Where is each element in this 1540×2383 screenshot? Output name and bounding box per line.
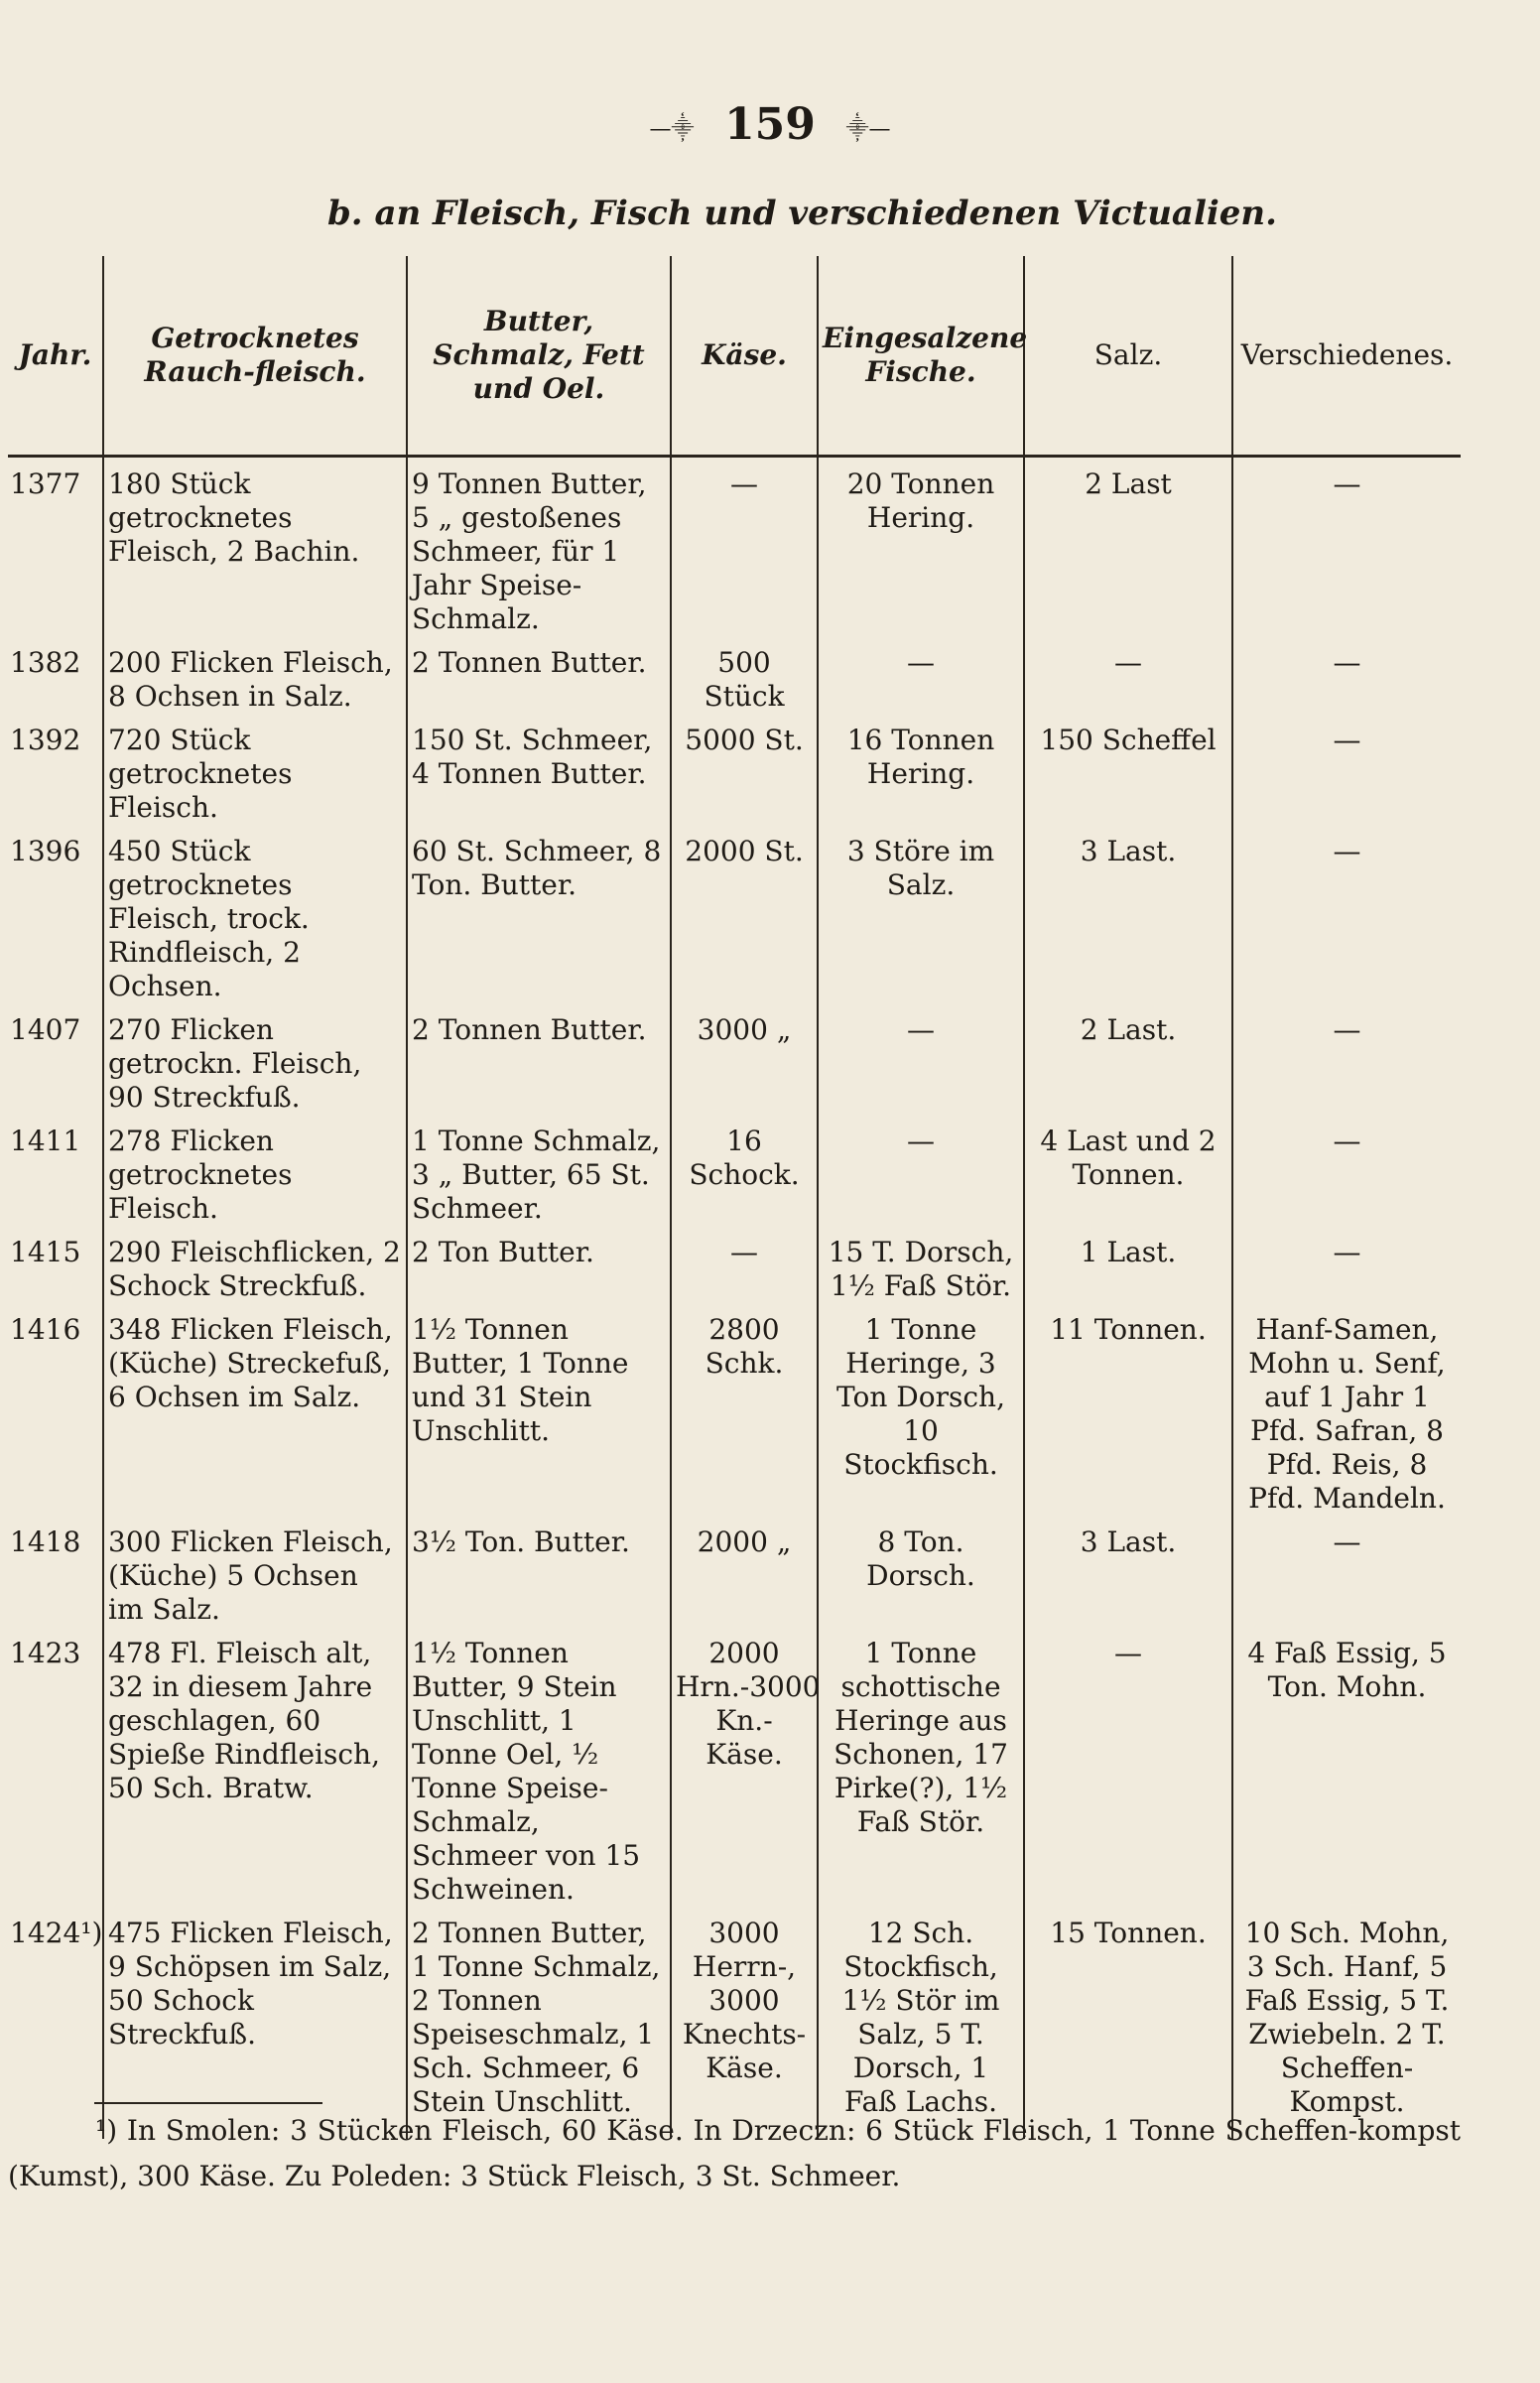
- cell-cheese: —: [671, 1226, 818, 1303]
- cell-salt: 3 Last.: [1024, 825, 1232, 1003]
- cell-year: 1407: [8, 1003, 103, 1115]
- cell-fish: 20 Tonnen Hering.: [818, 457, 1024, 637]
- cell-year: 1377: [8, 457, 103, 637]
- cell-cheese: 2000 St.: [671, 825, 818, 1003]
- cell-fish: —: [818, 1003, 1024, 1115]
- cell-meat: 475 Flicken Fleisch, 9 Schöpsen im Salz, 50 Schock Streckfuß.: [103, 1907, 407, 2139]
- cell-misc: —: [1333, 1013, 1361, 1046]
- cell-cheese: 3000 Herrn-, 3000 Knechts- Käse.: [671, 1907, 818, 2139]
- col-header-cheese: Käse.: [671, 256, 818, 457]
- ornament-left: —⸎: [649, 116, 695, 142]
- footnote: ¹) In Smolen: 3 Stücken Fleisch, 60 Käse. In Drzeczn: 6 Stück Fleisch, 1 Tonne Scheffen-kompst (Kumst), 300 Käse. Zu Poleden: 3 Stück Fleisch, 3 St. Schmeer.: [8, 2114, 1461, 2192]
- table-row: [8, 714, 1461, 825]
- cell-butter: 3½ Ton. Butter.: [407, 1516, 671, 1627]
- table-row: [8, 636, 1461, 714]
- cell-cheese: 16 Schock.: [671, 1115, 818, 1226]
- cell-year: 1418: [8, 1516, 103, 1627]
- cell-butter: 2 Ton Butter.: [407, 1226, 671, 1303]
- cell-meat: 270 Flicken getrockn. Fleisch, 90 Streckfuß.: [103, 1003, 407, 1115]
- cell-cheese: —: [671, 457, 818, 637]
- cell-salt: —: [1024, 636, 1232, 714]
- cell-fish: 1 Tonne schottische Heringe aus Schonen, 17 Pirke(?), 1½ Faß Stör.: [818, 1627, 1024, 1907]
- col-header-year: Jahr.: [8, 256, 103, 457]
- cell-meat: 348 Flicken Fleisch, (Küche) Streckefuß, 6 Ochsen im Salz.: [103, 1303, 407, 1516]
- cell-meat: 290 Fleischflicken, 2 Schock Streckfuß.: [103, 1226, 407, 1303]
- cell-butter: 9 Tonnen Butter, 5 „ gestoßenes Schmeer, für 1 Jahr Speise-Schmalz.: [407, 457, 671, 637]
- cell-misc: —: [1333, 1125, 1361, 1157]
- cell-fish: 16 Tonnen Hering.: [818, 714, 1024, 825]
- cell-cheese: 2800 Schk.: [671, 1303, 818, 1516]
- cell-butter: 2 Tonnen Butter.: [407, 1003, 671, 1115]
- cell-year: 1392: [8, 714, 103, 825]
- cell-butter: 1½ Tonnen Butter, 1 Tonne und 31 Stein Unschlitt.: [407, 1303, 671, 1516]
- cell-butter: 150 St. Schmeer, 4 Tonnen Butter.: [407, 714, 671, 825]
- cell-meat: 200 Flicken Fleisch, 8 Ochsen in Salz.: [103, 636, 407, 714]
- cell-fish: —: [818, 636, 1024, 714]
- cell-butter: 60 St. Schmeer, 8 Ton. Butter.: [407, 825, 671, 1003]
- cell-cheese: 2000 Hrn.-3000 Kn.- Käse.: [671, 1627, 818, 1907]
- cell-cheese: 2000 „: [671, 1516, 818, 1627]
- cell-meat: 180 Stück getrocknetes Fleisch, 2 Bachin.: [103, 457, 407, 637]
- cell-misc: —: [1333, 1236, 1361, 1268]
- table-row: [8, 1115, 1461, 1226]
- cell-meat: 450 Stück getrocknetes Fleisch, trock. Rindfleisch, 2 Ochsen.: [103, 825, 407, 1003]
- provisions-table: [8, 256, 1461, 2139]
- table-row: [8, 1303, 1461, 1516]
- cell-fish: 8 Ton. Dorsch.: [818, 1516, 1024, 1627]
- cell-salt: 15 Tonnen.: [1024, 1907, 1232, 2139]
- cell-misc: —: [1333, 646, 1361, 679]
- cell-meat: 300 Flicken Fleisch, (Küche) 5 Ochsen im Salz.: [103, 1516, 407, 1627]
- cell-year: 1396: [8, 825, 103, 1003]
- cell-fish: 15 T. Dorsch, 1½ Faß Stör.: [818, 1226, 1024, 1303]
- cell-salt: 150 Scheffel: [1024, 714, 1232, 825]
- cell-misc: —: [1333, 1525, 1361, 1558]
- cell-salt: 11 Tonnen.: [1024, 1303, 1232, 1516]
- cell-year: 1411: [8, 1115, 103, 1226]
- cell-cheese: 3000 „: [671, 1003, 818, 1115]
- cell-fish: —: [818, 1115, 1024, 1226]
- cell-butter: 1½ Tonnen Butter, 9 Stein Unschlitt, 1 Tonne Oel, ½ Tonne Speise-Schmalz, Schmeer von 15 Schweinen.: [407, 1627, 671, 1907]
- cell-year: 1416: [8, 1303, 103, 1516]
- section-title: b. an Fleisch, Fisch und verschiedenen Victualien.: [327, 194, 1277, 233]
- cell-misc: —: [1333, 835, 1361, 867]
- col-header-misc: Verschiedenes.: [1232, 256, 1461, 457]
- cell-misc: 4 Faß Essig, 5 Ton. Mohn.: [1247, 1637, 1447, 1703]
- cell-fish: 12 Sch. Stockfisch, 1½ Stör im Salz, 5 T. Dorsch, 1 Faß Lachs.: [818, 1907, 1024, 2139]
- cell-fish: 1 Tonne Heringe, 3 Ton Dorsch, 10 Stockfisch.: [818, 1303, 1024, 1516]
- cell-year: 1382: [8, 636, 103, 714]
- page-header: [0, 99, 1540, 150]
- cell-meat: 478 Fl. Fleisch alt, 32 in diesem Jahre geschlagen, 60 Spieße Rindfleisch, 50 Sch. Bratw.: [103, 1627, 407, 1907]
- cell-butter: 2 Tonnen Butter.: [407, 636, 671, 714]
- cell-meat: 720 Stück getrocknetes Fleisch.: [103, 714, 407, 825]
- table-row: [8, 1516, 1461, 1627]
- cell-salt: 3 Last.: [1024, 1516, 1232, 1627]
- cell-meat: 278 Flicken getrocknetes Fleisch.: [103, 1115, 407, 1226]
- cell-misc: —: [1333, 724, 1361, 756]
- col-header-fish: Eingesalzene Fische.: [818, 256, 1024, 457]
- col-header-butter: Butter, Schmalz, Fett und Oel.: [407, 256, 671, 457]
- cell-salt: —: [1024, 1627, 1232, 1907]
- cell-cheese: 5000 St.: [671, 714, 818, 825]
- ornament-right: ⸎—: [845, 116, 891, 142]
- col-header-salt: Salz.: [1024, 256, 1232, 457]
- cell-salt: 1 Last.: [1024, 1226, 1232, 1303]
- table-row: [8, 825, 1461, 1003]
- cell-butter: 1 Tonne Schmalz, 3 „ Butter, 65 St. Schmeer.: [407, 1115, 671, 1226]
- page-number: 159: [724, 99, 816, 150]
- footnote-divider: [94, 2102, 322, 2104]
- cell-misc: Hanf-Samen, Mohn u. Senf, auf 1 Jahr 1 Pfd. Safran, 8 Pfd. Reis, 8 Pfd. Mandeln.: [1248, 1313, 1446, 1515]
- cell-misc: —: [1333, 467, 1361, 500]
- cell-cheese: 500 Stück: [671, 636, 818, 714]
- cell-year: 1423: [8, 1627, 103, 1907]
- header-row: [8, 256, 1461, 457]
- table-row: [8, 1627, 1461, 1907]
- cell-salt: 4 Last und 2 Tonnen.: [1024, 1115, 1232, 1226]
- cell-butter: 2 Tonnen Butter, 1 Tonne Schmalz, 2 Tonnen Speiseschmalz, 1 Sch. Schmeer, 6 Stein Unschlitt.: [407, 1907, 671, 2139]
- table-row: [8, 1003, 1461, 1115]
- cell-fish: 3 Störe im Salz.: [818, 825, 1024, 1003]
- cell-salt: 2 Last: [1024, 457, 1232, 637]
- table-row: [8, 1226, 1461, 1303]
- cell-salt: 2 Last.: [1024, 1003, 1232, 1115]
- cell-misc: 10 Sch. Mohn, 3 Sch. Hanf, 5 Faß Essig, 5 T. Zwiebeln. 2 T. Scheffen-Kompst.: [1244, 1917, 1450, 2118]
- cell-year: 1424¹): [8, 1907, 103, 2139]
- table-row: [8, 457, 1461, 637]
- cell-year: 1415: [8, 1226, 103, 1303]
- col-header-meat: Getrocknetes Rauch-fleisch.: [103, 256, 407, 457]
